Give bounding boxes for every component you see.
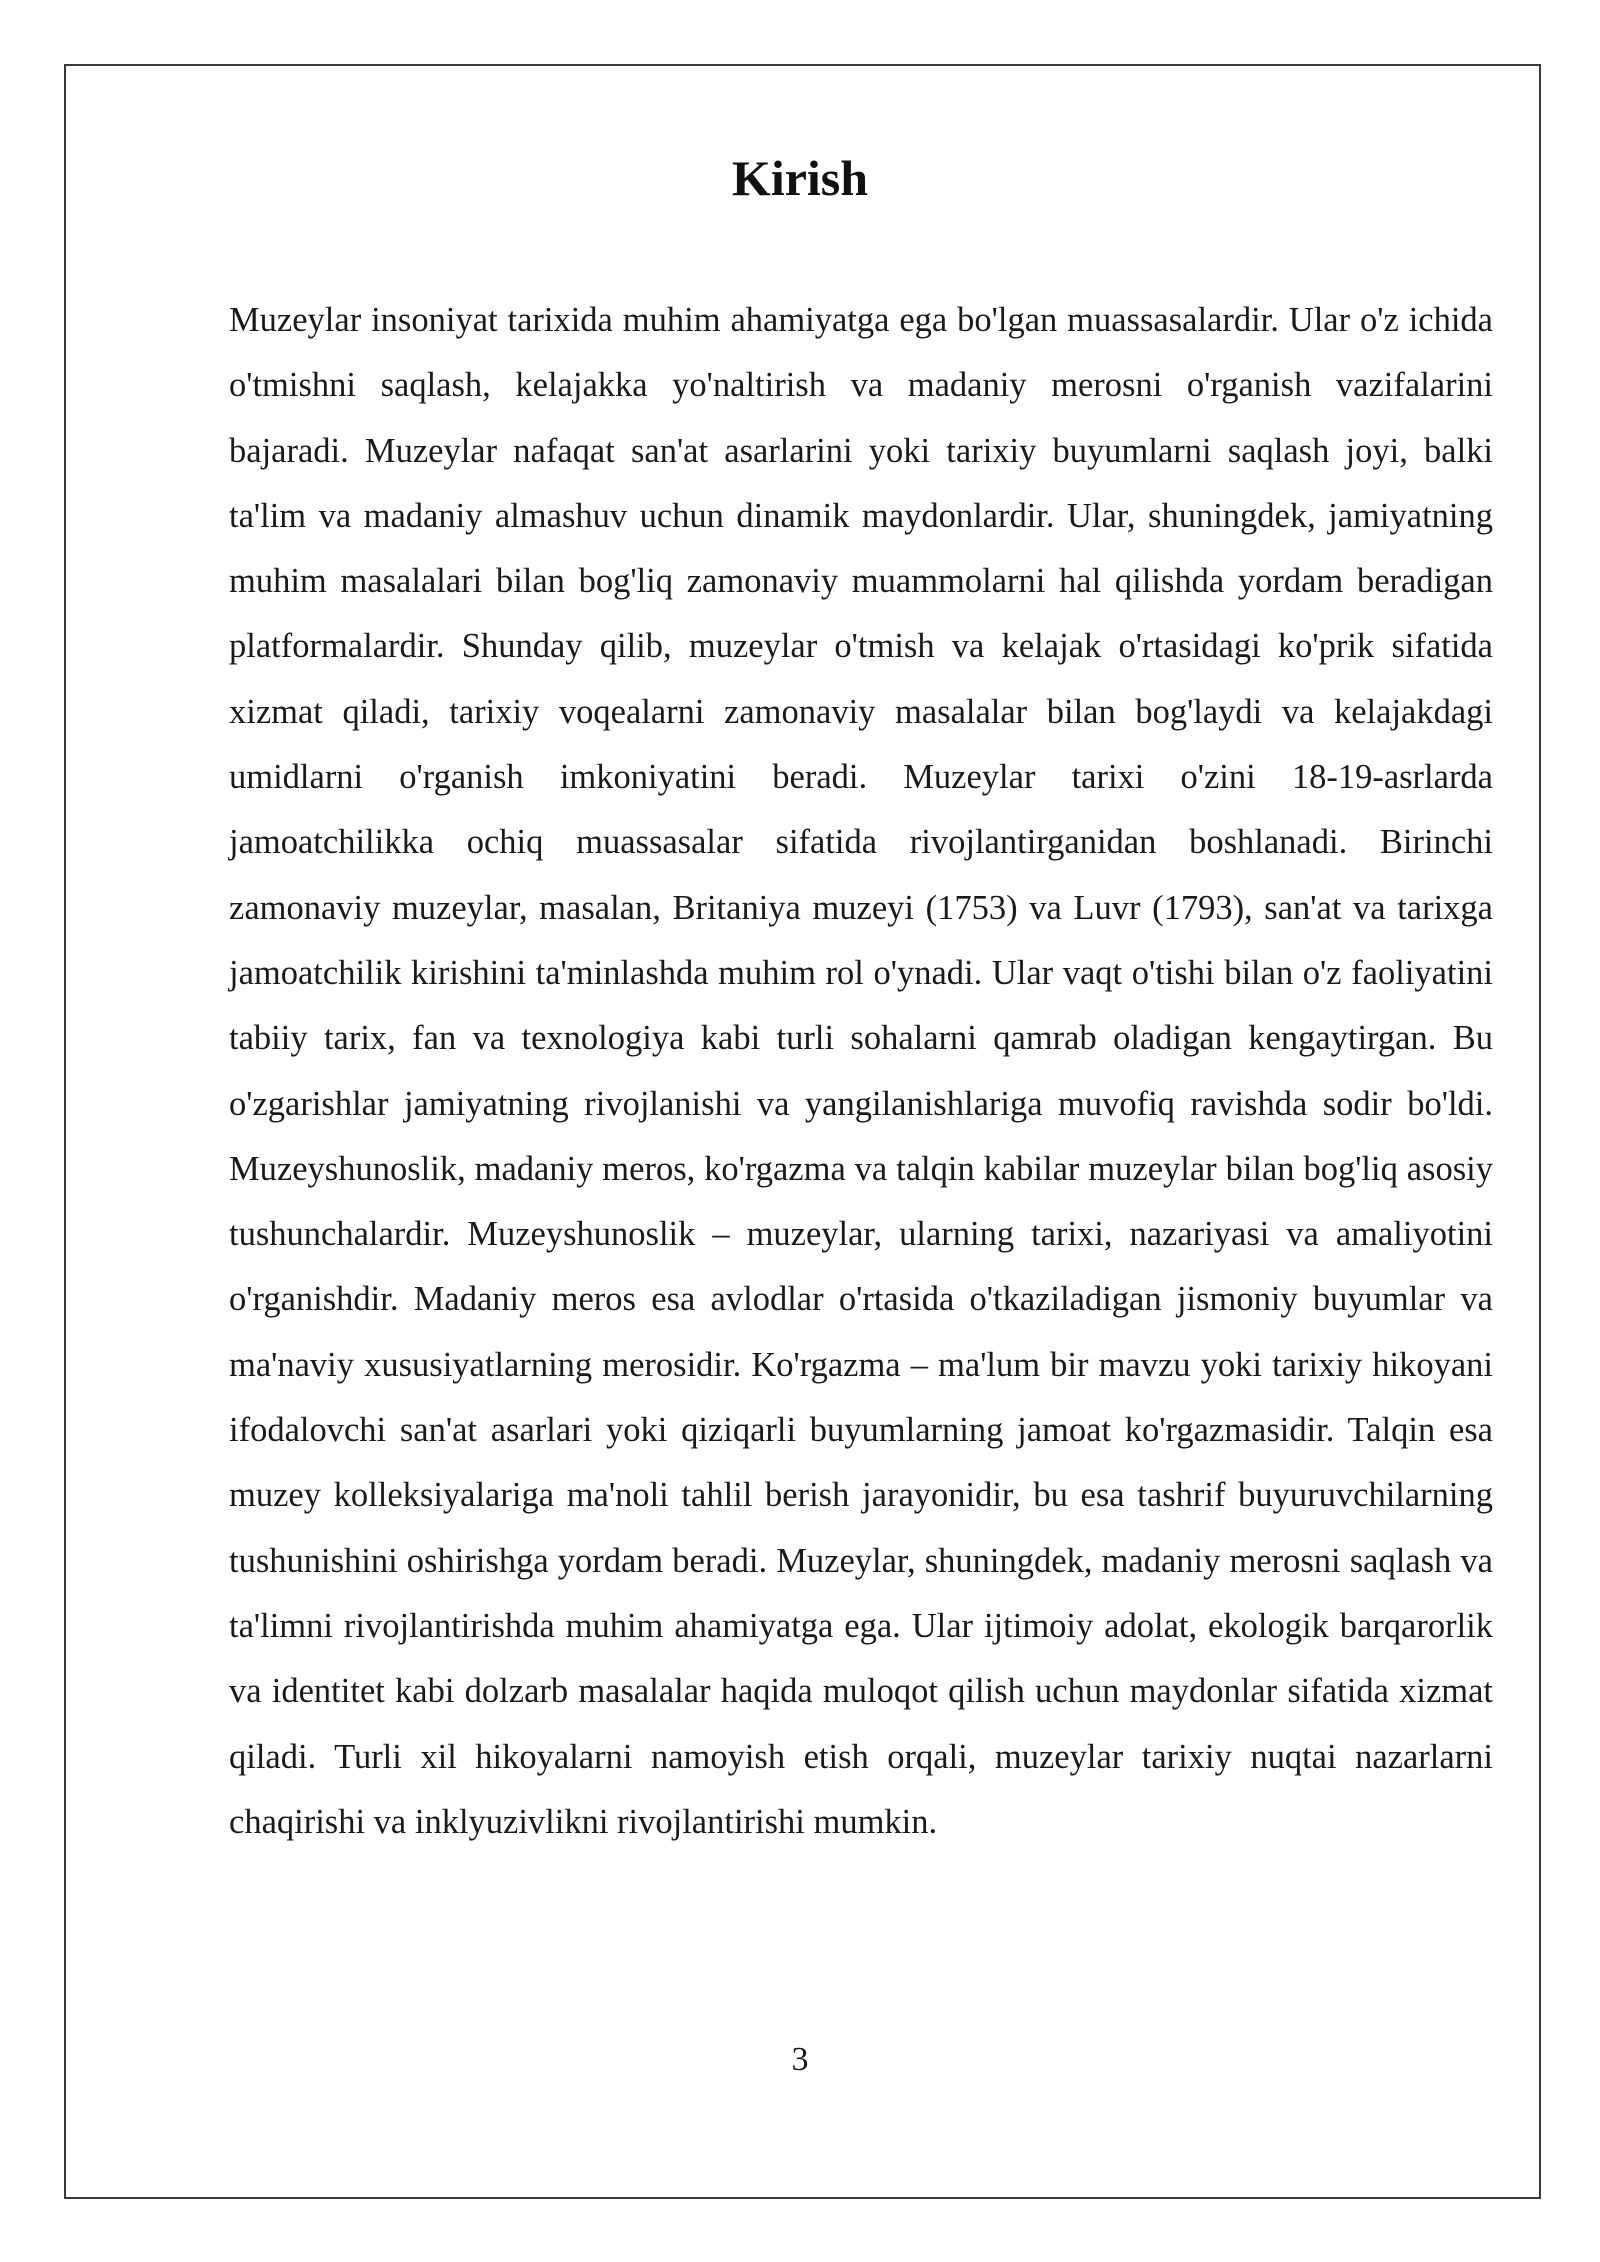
- page-title: Kirish: [731, 150, 869, 206]
- page-number: 3: [791, 2041, 809, 2078]
- body-paragraph: Muzeylar insoniyat tarixida muhim ahamiyatga ega bo'lgan muassasalardir. Ular o'z ichida o'tmishni saqlash, kelajakka yo'naltirish va madaniy merosni o'rganish vazifalarini bajaradi. Muzeylar nafaqat san'at asarlarini yoki tarixiy buyumlarni saqlash joyi, balki ta'lim va madaniy almashuv uchun dinamik maydonlardir. Ular, shuningdek, jamiyatning muhim masalalari bilan bog'liq zamonaviy muammolarni hal qilishda yordam beradigan platformalardir. Shunday qilib, muzeylar o'tmish va kelajak o'rtasidagi ko'prik sifatida xizmat qiladi, tarixiy voqealarni zamonaviy masalalar bilan bog'laydi va kelajakdagi umidlarni o'rganish imkoniyatini beradi. Muzeylar tarixi o'zini 18-19-asrlarda jamoatchilikka ochiq muassasalar sifatida rivojlantirganidan boshlanadi. Birinchi zamonaviy muzeylar, masalan, Britaniya muzeyi (1753) va Luvr (1793), san'at va tarixga jamoatchilik kirishini ta'minlashda muhim rol o'ynadi. Ular vaqt o'tishi bilan o'z faoliyatini tabiiy tarix, fan va texnologiya kabi turli sohalarni qamrab oladigan kengaytirgan. Bu o'zgarishlar jamiyatning rivojlanishi va yangilanishlariga muvofiq ravishda sodir bo'ldi. Muzeyshunoslik, madaniy meros, ko'rgazma va talqin kabilar muzeylar bilan bog'liq asosiy tushunchalardir. Muzeyshunoslik – muzeylar, ularning tarixi, nazariyasi va amaliyotini o'rganishdir. Madaniy meros esa avlodlar o'rtasida o'tkaziladigan jismoniy buyumlar va ma'naviy xususiyatlarning merosidir. Ko'rgazma – ma'lum bir mavzu yoki tarixiy hikoyani ifodalovchi san'at asarlari yoki qiziqarli buyumlarning jamoat ko'rgazmasidir. Talqin esa muzey kolleksiyalariga ma'noli tahlil berish jarayonidir, bu esa tashrif buyuruvchilarning tushunishini oshirishga yordam beradi. Muzeylar, shuningdek, madaniy merosni saqlash va ta'limni rivojlantirishda muhim ahamiyatga ega. Ular ijtimoiy adolat, ekologik barqarorlik va identitet kabi dolzarb masalalar haqida muloqot qilish uchun maydonlar sifatida xizmat qiladi. Turli xil hikoyalarni namoyish etish orqali, muzeylar tarixiy nuqtai nazarlarni chaqirishi va inklyuzivlikni rivojlantirishi mumkin.: [229, 301, 1493, 1841]
